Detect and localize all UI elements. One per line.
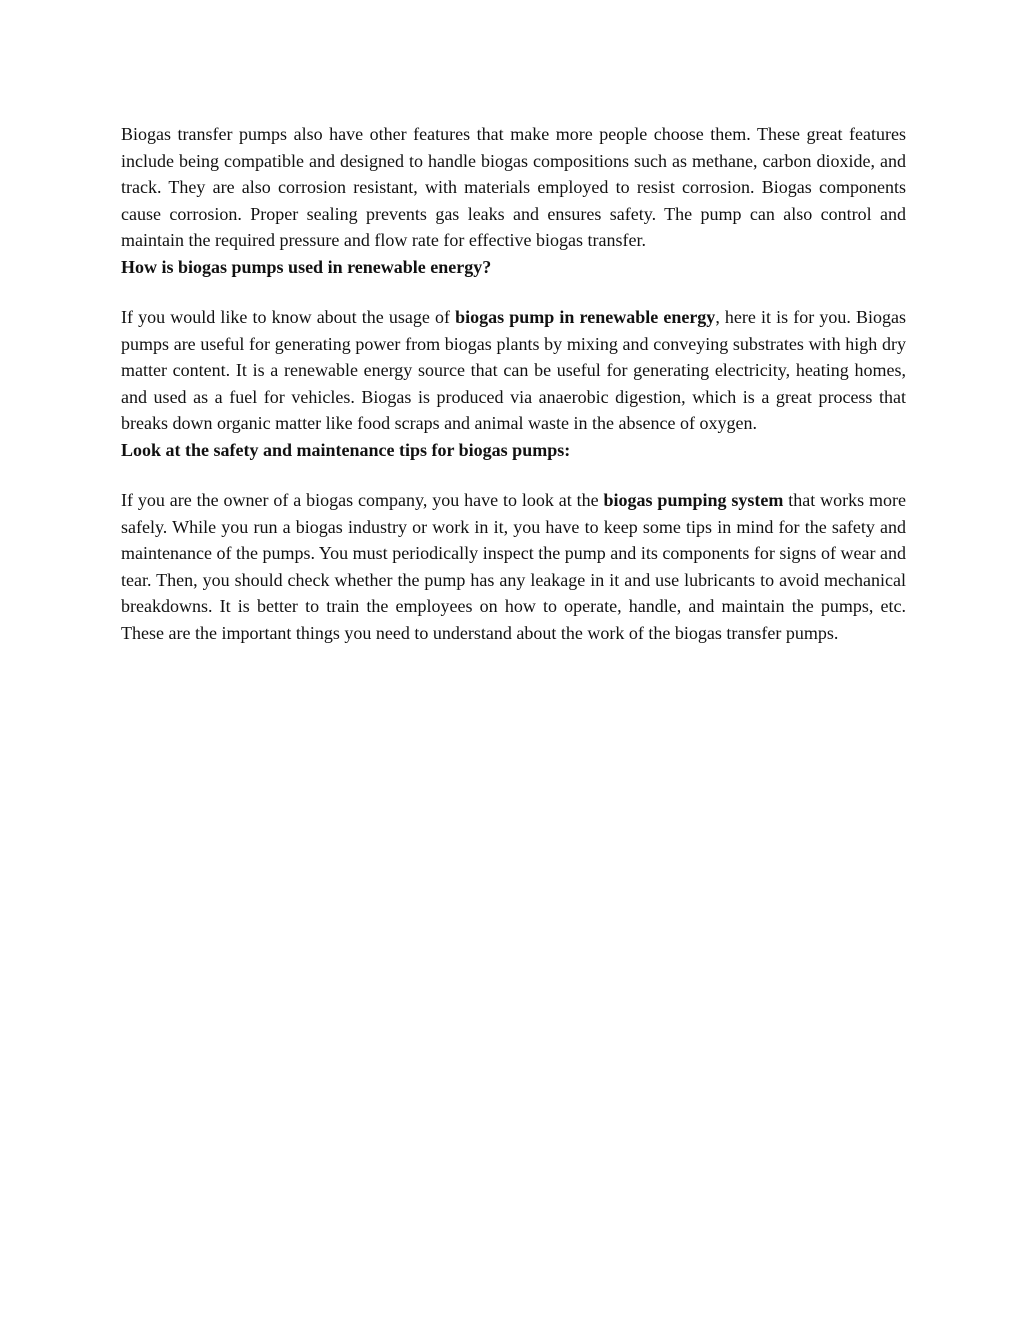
- paragraph-renewable-energy-text-after: , here it is for you. Biogas pumps are useful for generating power from biogas plants by mixing and conveying substrates with high dry matter content. It is a renewable energy source that can be useful for generating electricity, heating homes, and used as a fuel for vehicles. Biogas is produced via anaerobic digestion, which is a great process that breaks down organic matter like food scraps and animal waste in the absence of oxygen.: [121, 307, 906, 433]
- paragraph-renewable-energy: [121, 304, 906, 437]
- heading-renewable-energy: How is biogas pumps used in renewable energy?: [121, 256, 492, 277]
- paragraph-safety-text-after: that works more safely. While you run a biogas industry or work in it, you have to keep some tips in mind for the safety and maintenance of the pumps. You must periodically inspect the pump and its components for signs of wear and tear. Then, you should check whether the pump has any leakage in it and use lubricants to avoid mechanical breakdowns. It is better to train the employees on how to operate, handle, and maintain the pumps, etc. These are the important things you need to understand about the work of the biogas transfer pumps.: [121, 490, 907, 643]
- paragraph-renewable-energy-text-before: If you would like to know about the usage of: [121, 307, 456, 327]
- paragraph-safety-maintenance: [121, 487, 906, 646]
- paragraph-features: Biogas transfer pumps also have other features that make more people choose them. These great features include being compatible and designed to handle biogas compositions such as methane, carbon dioxide, and track. They are also corrosion resistant, with materials employed to resist corrosion. Biogas components cause corrosion. Proper sealing prevents gas leaks and ensures safety. The pump can also control and maintain the required pressure and flow rate for effective biogas transfer.: [121, 124, 906, 250]
- keyword-biogas-pumping-system: biogas pumping system: [603, 490, 784, 510]
- paragraph-safety-text-before: If you are the owner of a biogas company, you have to look at the: [121, 490, 604, 510]
- document-page: [121, 121, 906, 646]
- heading-safety-maintenance: Look at the safety and maintenance tips for biogas pumps:: [121, 439, 571, 460]
- keyword-biogas-pump-renewable-energy: biogas pump in renewable energy: [455, 307, 716, 327]
